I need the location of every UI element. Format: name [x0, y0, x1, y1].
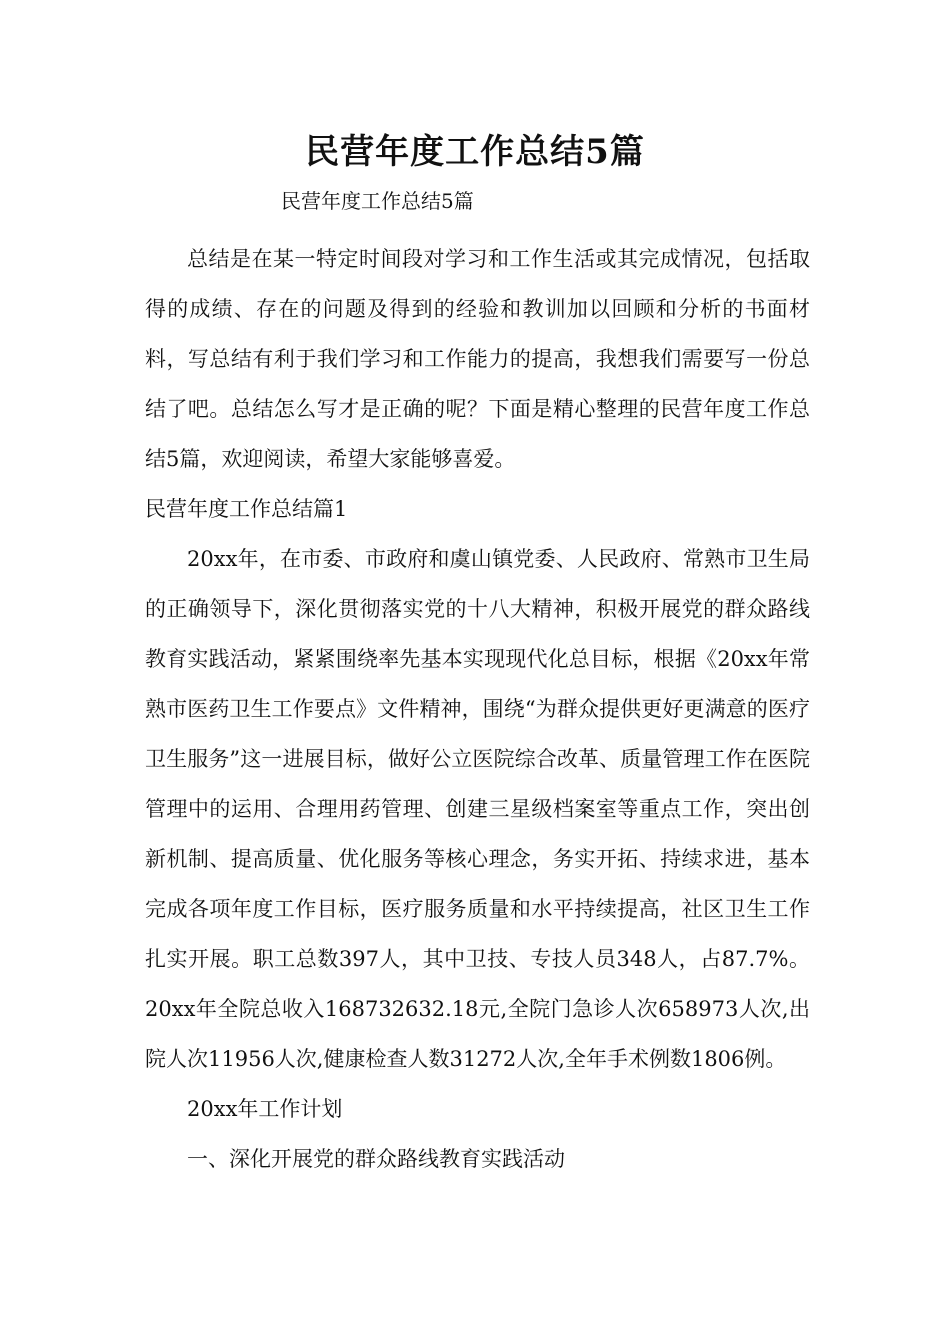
- plan-item: 一、深化开展党的群众路线教育实践活动: [187, 1147, 565, 1171]
- section-heading: 民营年度工作总结篇1: [145, 497, 348, 521]
- intro-paragraph: 总结是在某一特定时间段对学习和工作生活或其完成情况，包括取得的成绩、存在的问题及得到的经验和教训加以回顾和分析的书面材料，写总结有利于我们学习和工作能力的提高，我想我们需要写一份总结了吧。总结怎么写才是正确的呢？下面是精心整理的民营年度工作总结5篇，欢迎阅读，希望大家能够喜爱。: [145, 247, 810, 471]
- document-title: 民营年度工作总结5篇: [305, 132, 645, 172]
- document-subtitle: 民营年度工作总结5篇: [281, 189, 474, 213]
- document-body: [145, 234, 810, 1184]
- plan-heading: 20xx年工作计划: [187, 1097, 343, 1121]
- section-paragraph: 20xx年，在市委、市政府和虞山镇党委、人民政府、常熟市卫生局的正确领导下，深化贯彻落实党的十八大精神，积极开展党的群众路线教育实践活动，紧紧围绕率先基本实现现代化总目标，根据《20xx年常熟市医药卫生工作要点》文件精神，围绕“为群众提供更好更满意的医疗卫生服务”这一进展目标，做好公立医院综合改革、质量管理工作在医院管理中的运用、合理用药管理、创建三星级档案室等重点工作，突出创新机制、提高质量、优化服务等核心理念，务实开拓、持续求进，基本完成各项年度工作目标，医疗服务质量和水平持续提高，社区卫生工作扎实开展。职工总数397人，其中卫技、专技人员348人，占87.7%。20xx年全院总收入168732632.18元,全院门急诊人次658973人次,出院人次11956人次,健康检查人数31272人次,全年手术例数1806例。: [145, 547, 810, 1071]
